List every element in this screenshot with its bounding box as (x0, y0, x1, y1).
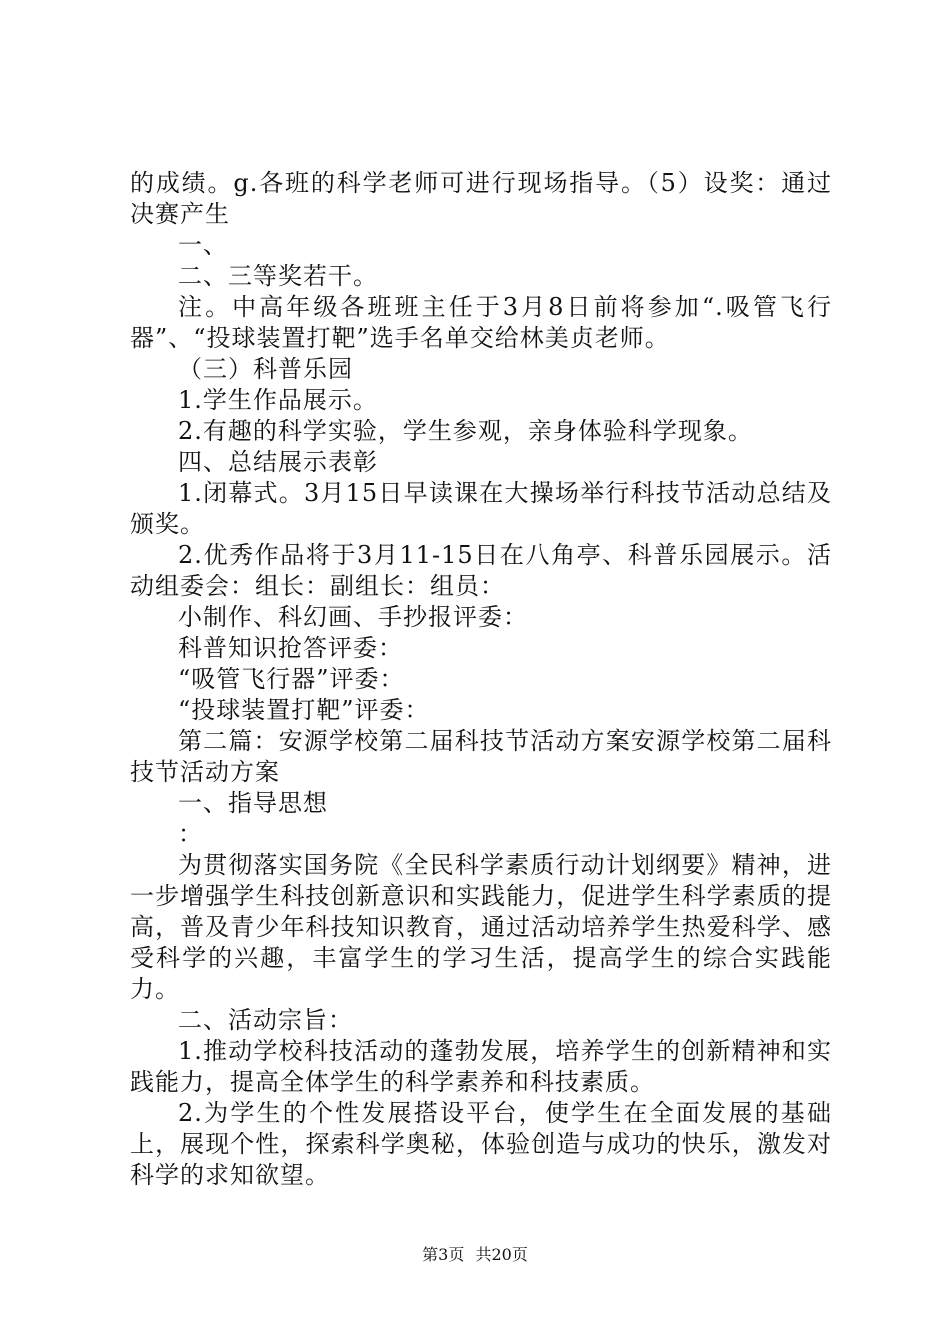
paragraph: 2.有趣的科学实验，学生参观，亲身体验科学现象。 (178, 417, 753, 445)
paragraph: 四、总结展示表彰 (178, 448, 378, 476)
paragraph: 一、 (178, 231, 228, 259)
page-total: 共20页 (475, 1245, 528, 1264)
document-body (130, 168, 832, 1191)
page-footer (0, 1244, 950, 1266)
paragraph: 二、活动宗旨： (178, 1006, 353, 1034)
paragraph: 二、三等奖若干。 (178, 262, 378, 290)
paragraph: “吸管飞行器”评委： (178, 665, 405, 693)
paragraph: ： (178, 820, 203, 848)
paragraph: 1.闭幕式。3月15日早读课在大操场举行科技节活动总结及颁奖。 (130, 479, 832, 538)
paragraph: 2.为学生的个性发展搭设平台，使学生在全面发展的基础上，展现个性，探索科学奥秘，体验创造与成功的快乐，激发对科学的求知欲望。 (130, 1099, 832, 1189)
page-number: 第3页 (422, 1245, 465, 1264)
paragraph: 1.推动学校科技活动的蓬勃发展，培养学生的创新精神和实践能力，提高全体学生的科学素养和科技素质。 (130, 1037, 832, 1096)
paragraph: 的成绩。g.各班的科学老师可进行现场指导。（5）设奖：通过决赛产生 (130, 169, 832, 228)
paragraph: “投球装置打靶”评委： (178, 696, 430, 724)
paragraph: 第二篇：安源学校第二届科技节活动方案安源学校第二届科技节活动方案 (130, 727, 832, 786)
paragraph: 注。中高年级各班班主任于3月8日前将参加“.吸管飞行器”、“投球装置打靶”选手名单交给林美贞老师。 (130, 293, 832, 352)
paragraph: 科普知识抢答评委： (178, 634, 403, 662)
paragraph: （三）科普乐园 (178, 355, 353, 383)
paragraph: 小制作、科幻画、手抄报评委： (178, 603, 528, 631)
paragraph: 为贯彻落实国务院《全民科学素质行动计划纲要》精神，进一步增强学生科技创新意识和实践能力，促进学生科学素质的提高，普及青少年科技知识教育，通过活动培养学生热爱科学、感受科学的兴趣，丰富学生的学习生活，提高学生的综合实践能力。 (130, 851, 832, 1003)
paragraph: 1.学生作品展示。 (178, 386, 378, 414)
paragraph: 2.优秀作品将于3月11-15日在八角亭、科普乐园展示。活动组委会：组长：副组长：组员： (130, 541, 832, 600)
paragraph: 一、指导思想 (178, 789, 328, 817)
